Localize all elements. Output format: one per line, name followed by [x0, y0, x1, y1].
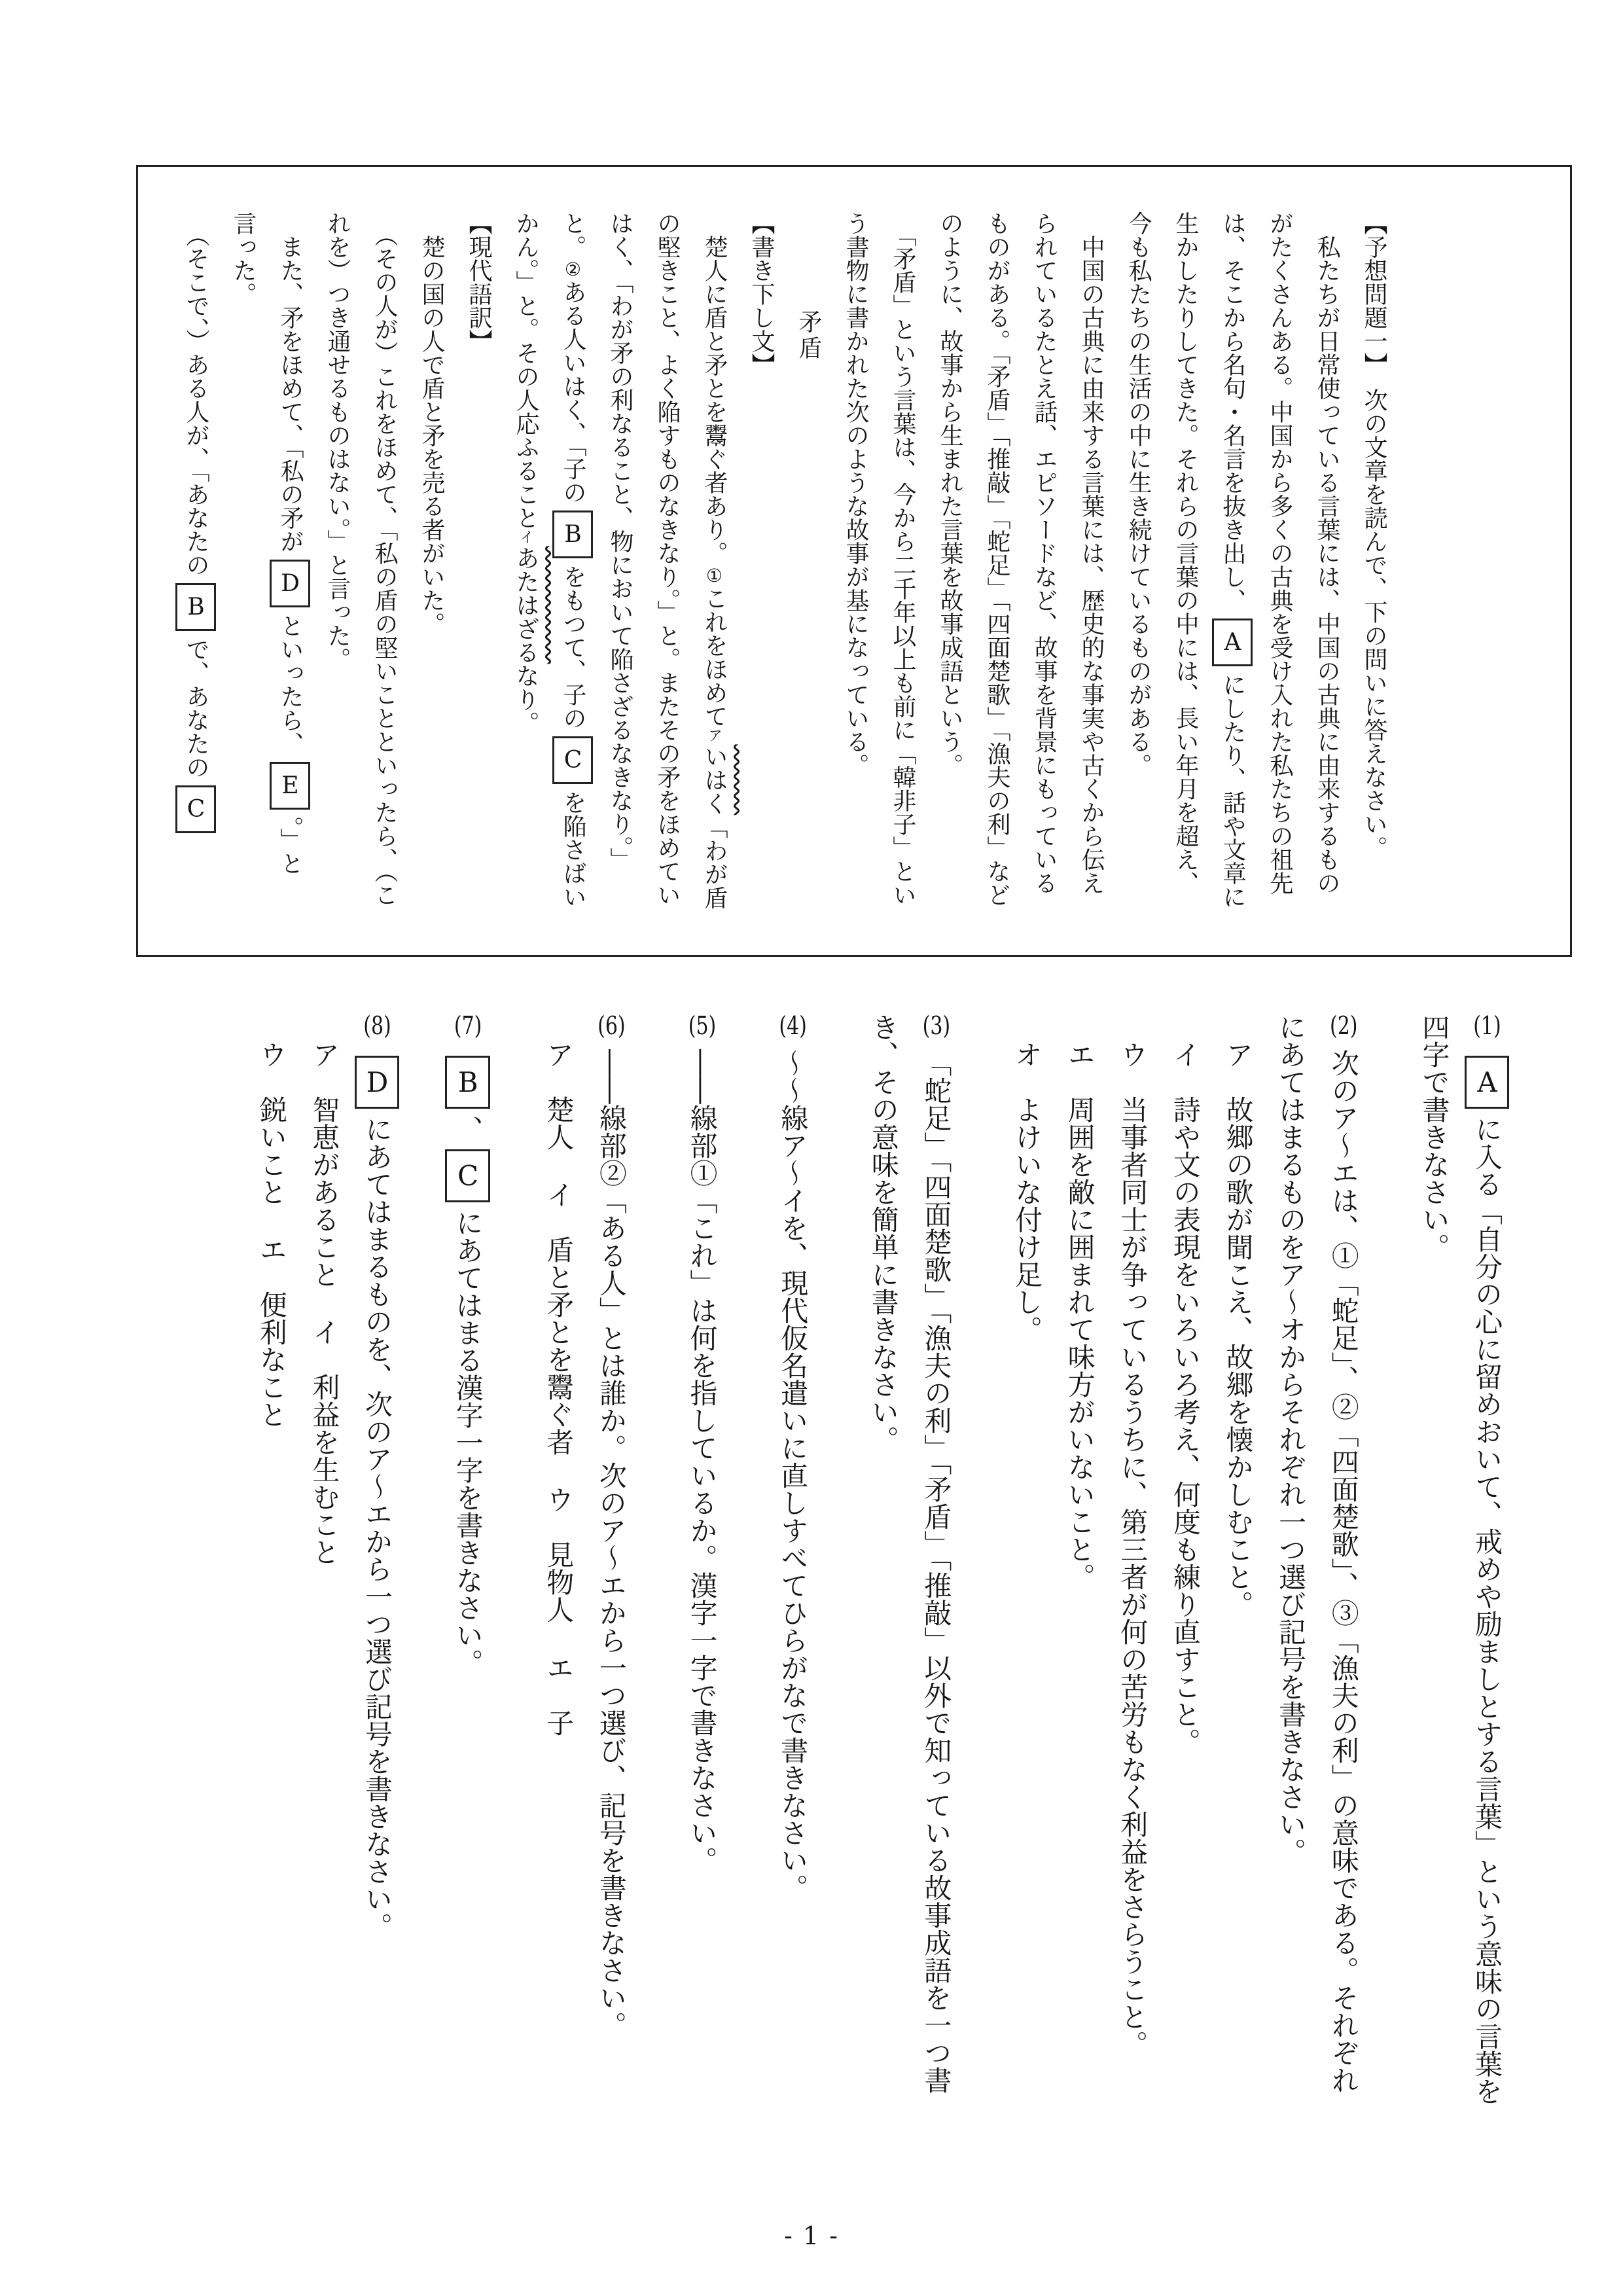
question-2-option-o: オ よけいな付け足し。 [1011, 1041, 1043, 1343]
question-3-text [857, 1013, 962, 2113]
question-8-text [350, 1013, 403, 2113]
question-2-option-e: エ 周囲を敵に囲まれて味方がいないこと。 [1063, 1041, 1096, 1590]
question-6-option-e: エ 子 [543, 1653, 575, 1736]
question-7-text [441, 1013, 494, 2113]
question-6-number: (6) [597, 1013, 626, 1039]
question-1-number: (1) [1473, 1013, 1501, 1039]
passage-paragraph-2: 中国の古典に由来する言葉には、歴史的な事実や古くから伝えられているたとえ話、エピソードなど、故事を背景にもっているものがある。「矛盾」「推敲」「蛇足」「四面楚歌」「漁夫の利」などのように、故事から生まれた言葉を故事成語という。 [936, 211, 1105, 906]
answer-box-a: A [1465, 1056, 1509, 1109]
question-6-option-i: イ 盾と矛とを鬻ぐ者 [543, 1181, 575, 1456]
question-4 [766, 1013, 819, 2113]
gendaigoyaku-label: 【現代語訳】 [465, 211, 492, 353]
question-7 [441, 1013, 494, 2113]
question-2-option-u: ウ 当事者同士が争っているうちに、第三者が何の苦労もなく利益をさらうこと。 [1116, 1041, 1149, 2058]
question-2-number: (2) [1329, 1013, 1358, 1039]
question-6-option-u: ウ 見物人 [543, 1486, 575, 1624]
question-2-option-i: イ 詩や文の表現をいろいろ考え、何度も練り直すこと。 [1169, 1041, 1202, 1755]
question-1 [1408, 1013, 1513, 2113]
question-2 [1000, 1013, 1369, 2113]
question-4-number: (4) [779, 1013, 807, 1039]
text-run: （そこで、）ある人が、「あなたの [183, 211, 209, 577]
text-run: なり。 [512, 664, 539, 735]
question-6-option-a: ア 楚人 [543, 1041, 575, 1151]
text-run: また、矛をほめて、「私の矛が [277, 211, 304, 553]
text-run: 私たちが日常使っている言葉には、中国の古典に由来するものがたくさんある。中国から多くの古典を受け入れた私たちの祖先は、そこから名句・名言を抜き出し、 [1219, 211, 1340, 895]
translation-paragraph-2: （その人が）これをほめて、「私の盾の堅いことといったら、（これを）つき通せるものはない。」と言った。 [324, 211, 398, 906]
passage-paragraph-3: 「矛盾」という言葉は、今から二千年以上も前に「韓非子」という書物に書かれた次のような故事が基になっている。 [842, 211, 916, 906]
question-6-text [584, 1013, 637, 2113]
questions-section [99, 1013, 1513, 2113]
text-run: で、あなたの [183, 637, 209, 779]
text-run: をもつて、子の [560, 565, 586, 730]
question-2-option-a: ア 故郷の歌が聞こえ、故郷を懐かしむこと。 [1222, 1041, 1255, 1618]
translation-paragraph-4 [172, 211, 219, 910]
passage-text-flow [172, 211, 1397, 910]
question-6 [532, 1013, 637, 2113]
question-8-option-e: エ 便利なこと [255, 1236, 288, 1429]
text-run: 。」と言った。 [230, 211, 304, 875]
wavy-underlined-run: いはく [701, 744, 728, 816]
circled-number-2: ② [562, 259, 584, 280]
question-2-text [1264, 1013, 1370, 2113]
text-run: にしたり、話や文章に生かしたりしてきた。それらの言葉の中には、長い年月を超え、今も私たちの生活の中に生き続けているものがある。 [1125, 211, 1246, 908]
text-run: 次のア〜エは、①「蛇足」、②「四面楚歌」、③「漁夫の利」の意味である。それぞれにあてはまるものをア〜オからそれぞれ一つ選び記号を書きなさい。 [1275, 1013, 1360, 2094]
text-run: ――線部①「これ」は何を指しているか。漢字一字で書きなさい。 [686, 1049, 719, 1874]
answer-box-b: B [175, 583, 216, 631]
kakikudashi-text [502, 211, 738, 910]
question-5-number: (5) [688, 1013, 717, 1039]
text-run: 「蛇足」「四面楚歌」「漁夫の利」「矛盾」「推敲」以外で知っている故事成語を一つ書き、その意味を簡単に書きなさい。 [867, 1013, 953, 2094]
text-run: 楚人に盾と矛とを鬻ぐ者あり。 [701, 211, 728, 565]
question-5 [675, 1013, 728, 2113]
answer-box-b: B [445, 1056, 490, 1109]
text-run: 、 [452, 1115, 484, 1143]
text-run: ――線部②「ある人」とは誰か。次のア〜エから一つ選び、記号を書きなさい。 [595, 1049, 628, 2039]
text-run: 「わが盾の堅きこと、よく陥すものなきなり。」と。またその矛をほめていはく、「わが矛の利なること、物において陥さざるなきなり。」と。 [560, 211, 728, 910]
question-5-text [675, 1013, 728, 2113]
passage-paragraph-1 [1115, 211, 1350, 910]
page-number: - 1 - [783, 2221, 839, 2250]
question-4-text [766, 1013, 819, 2113]
answer-box-b: B [552, 511, 593, 558]
answer-box-d: D [270, 560, 310, 607]
text-run: を陥さばいかん。」と。その人応ふること [512, 211, 586, 908]
question-3 [857, 1013, 962, 2113]
question-7-number: (7) [454, 1013, 482, 1039]
text-run: にあてはまる漢字一字を書きなさい。 [452, 1208, 484, 1676]
passage-box [136, 165, 1572, 957]
circled-number-1: ① [704, 565, 725, 586]
text-run: にあてはまるものを、次のア〜エから一つ選び記号を書きなさい。 [361, 1115, 393, 1940]
wavy-underlined-run: あたはざる [512, 546, 539, 664]
ref-mark-a: ア [705, 728, 722, 743]
answer-box-d: D [355, 1056, 399, 1109]
translation-paragraph-1: 楚の国の人で盾と矛を売る者がいた。 [418, 211, 445, 636]
answer-box-c: C [552, 736, 593, 784]
translation-paragraph-3 [219, 211, 313, 910]
question-8-option-u: ウ 鋭いこと [255, 1041, 288, 1206]
answer-box-c: C [175, 785, 216, 833]
exam-title: 【予想問題一】 次の文章を読んで、下の問いに答えなさい。 [1361, 211, 1387, 859]
question-8 [245, 1013, 403, 2113]
question-8-options-row-2 [245, 1013, 298, 2113]
question-8-option-i: イ 利益を生むこと [308, 1318, 341, 1566]
answer-box-a: A [1212, 619, 1253, 666]
kakikudashi-label: 【書き下し文】 [748, 211, 775, 376]
answer-box-c: C [445, 1149, 490, 1202]
text-run: これをほめて [701, 586, 728, 728]
text-run: ある人いはく、「子の [560, 280, 586, 504]
question-8-number: (8) [363, 1013, 391, 1039]
ref-mark-i: イ [517, 529, 534, 545]
question-6-options [532, 1013, 585, 2113]
question-8-option-a: ア 智恵があること [308, 1041, 341, 1288]
question-1-text [1408, 1013, 1513, 2113]
question-3-number: (3) [922, 1013, 951, 1039]
text-run: といったら、 [277, 614, 304, 755]
story-heading: 矛盾 [795, 310, 822, 362]
text-run: 〜〜線ア〜イを、現代仮名遣いに直しすべてひらがなで書きなさい。 [777, 1049, 810, 1901]
answer-box-e: E [270, 762, 310, 810]
text-run: に入る「自分の心に留めおいて、戒めや励ましとする言葉」という意味の言葉を四字で書きなさい。 [1418, 1013, 1503, 2105]
question-8-options-row-1 [298, 1013, 351, 2113]
